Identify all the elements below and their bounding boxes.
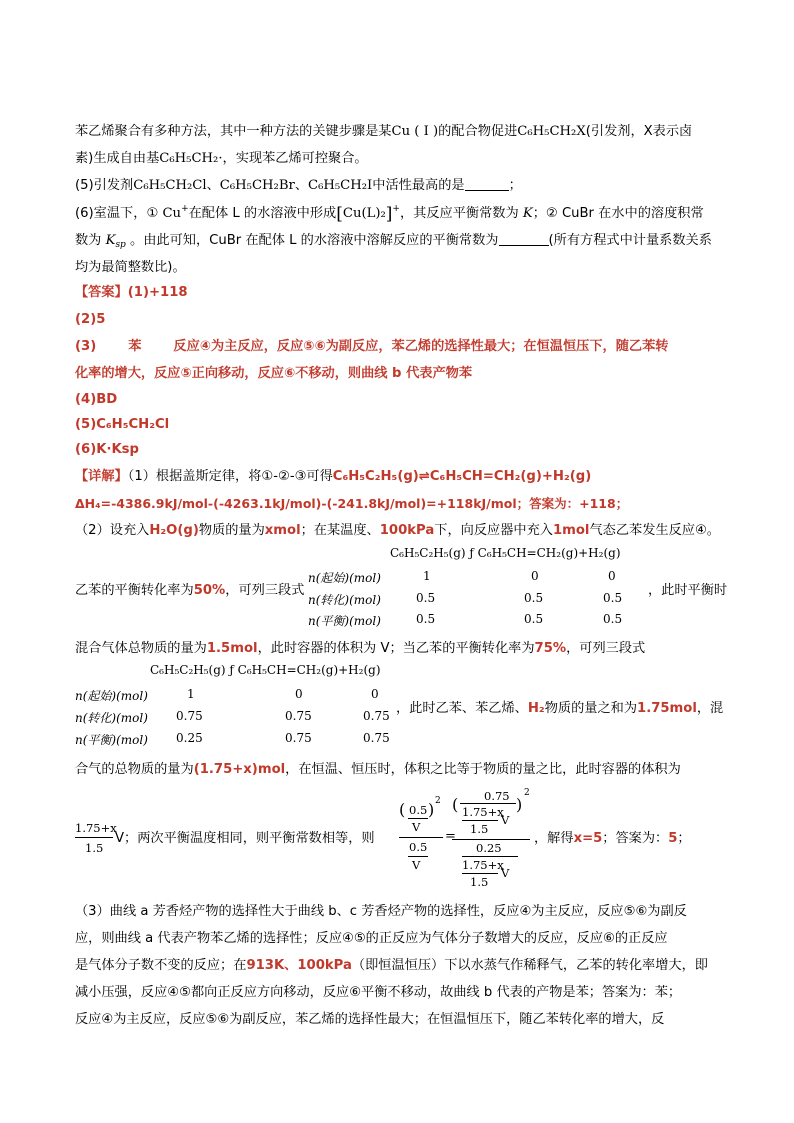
circle-1-icon: ① — [146, 206, 159, 221]
fraction-bar — [462, 873, 498, 874]
intro-line-1 — [75, 122, 692, 142]
question-6-line-3 — [75, 258, 186, 278]
cell: 0.5 — [416, 612, 436, 626]
three-stage-table-1 — [308, 546, 648, 626]
text: xmol — [264, 523, 301, 538]
answer-header: 【答案】 — [75, 285, 128, 300]
detail-part-2-line-3 — [75, 639, 645, 659]
right-v: V — [501, 813, 510, 827]
row-label: n(起始)(mol) — [75, 689, 148, 703]
text: 在配体 L 的水溶液中形成 — [188, 206, 337, 221]
text: 物质的量为 — [198, 523, 265, 538]
right-top-den-a: 1.75+x — [462, 805, 504, 819]
paren-close: ) — [516, 795, 523, 814]
text: ，在恒温、恒压时，体积之比等于物质的量之比，此时容器的体积为 — [285, 762, 681, 777]
fraction-bar-main — [452, 839, 530, 840]
text: (6)室温下， — [75, 206, 147, 221]
text: ；在某温度、 — [300, 523, 380, 538]
text: （2）设充入 — [75, 523, 150, 538]
text: H₂O(g) — [149, 523, 199, 538]
text: ，可列三段式 — [566, 641, 646, 656]
answer-blank[interactable] — [465, 176, 509, 191]
text: 应，则曲线 a 代表产物苯乙烯的选择性；反应④⑤的正反应为气体分子数增大的反应，反应⑥的正反应 — [75, 931, 668, 946]
right-top-num: 0.75 — [484, 789, 510, 803]
fraction-bar — [408, 856, 428, 857]
answer-3-line-2 — [75, 364, 472, 384]
cell: 0.5 — [603, 591, 623, 605]
table-header: C₆H₅C₂H₅(g) ƒ C₆H₅CH=CH₂(g)+H₂(g) — [150, 663, 381, 677]
text: 均为最简整数比)。 — [75, 260, 186, 275]
fraction-bar — [408, 818, 428, 819]
text: 合气的总物质的量为 — [75, 762, 194, 777]
cell: 0.5 — [416, 591, 436, 605]
cell: 0 — [371, 687, 379, 701]
text: ，其反应平衡常数为 — [399, 206, 519, 221]
formula-complex: [Cu(L)₂]+ — [336, 204, 400, 224]
text: 913K、100kPa — [246, 958, 352, 973]
text: 减小压强，反应④⑤都向正反应方向移动，反应⑥平衡不移动，故曲线 b 代表的产物是苯；答案为：苯； — [75, 985, 682, 1000]
right-v: V — [501, 866, 510, 880]
answer-3-word: 苯 — [128, 339, 142, 354]
fraction-bar — [462, 820, 498, 821]
text: 物质的量之和为 — [544, 701, 638, 716]
detail-part-2-line-1 — [75, 521, 720, 541]
answer-2-text: (2)5 — [75, 312, 106, 327]
left-den-den: V — [412, 858, 421, 872]
text: ； — [677, 831, 691, 846]
right-square: 2 — [524, 788, 530, 798]
three-stage-table-2 — [75, 663, 400, 745]
row-label: n(起始)(mol) — [308, 571, 381, 585]
detail-part-2-line-5 — [75, 760, 681, 780]
fraction-bar — [75, 837, 113, 838]
text: 数为 — [75, 233, 102, 248]
detail-part-2-line-4 — [396, 699, 723, 719]
fraction-bar — [460, 803, 516, 804]
cell: 0.5 — [603, 612, 623, 626]
text: 苯乙烯聚合有多种方法，其中一种方法的关键步骤是某 — [75, 124, 392, 139]
answer-5-text: (5)C₆H₅CH₂Cl — [75, 417, 170, 432]
paren-open: ( — [399, 800, 406, 819]
question-5 — [75, 176, 522, 196]
left-den-num: 0.5 — [409, 840, 428, 854]
text: （即恒温恒压）下以水蒸气作稀释气，乙苯的转化率增大，即 — [351, 958, 708, 973]
cell: 0.75 — [363, 709, 390, 723]
text: 中活性最高的是 — [372, 178, 465, 193]
right-bot-den-a: 1.75+x — [462, 858, 504, 872]
cell: 0.5 — [524, 612, 544, 626]
equals: = — [445, 829, 456, 844]
equation: C₆H₅C₂H₅(g)⇌C₆H₅CH=CH₂(g)+H₂(g) — [332, 469, 592, 484]
right-top-den-b: 1.5 — [470, 822, 489, 836]
text: 素)生成自由基 — [75, 151, 160, 166]
formula-cu-ion: Cu+ — [162, 204, 189, 221]
formula-text — [115, 829, 375, 849]
text: 混合气体总物质的量为 — [75, 641, 207, 656]
text: （1）根据盖斯定律，将①-②-③可得 — [127, 469, 333, 484]
answer-3-text-2: 化率的增大，反应⑤正向移动，反应⑥不移动，则曲线 b 代表产物苯 — [75, 366, 473, 381]
cell: 0 — [531, 569, 539, 583]
intro-line-2 — [75, 149, 368, 169]
cell: 0.75 — [285, 731, 312, 745]
row-label: n(平衡)(mol) — [308, 614, 381, 628]
symbol-ksp: $K_{sp}$ — [105, 233, 126, 250]
text: H₂ — [527, 701, 545, 716]
detail-part-3-line-1 — [75, 902, 687, 922]
answer-6-text: (6)K·Ksp — [75, 442, 139, 457]
answer-4 — [75, 390, 117, 410]
fraction-bar — [462, 856, 518, 857]
text: V；两次平衡温度相同，则平衡常数相等，则 — [115, 831, 375, 846]
cell: 0 — [608, 569, 616, 583]
right-bot-den-b: 1.5 — [470, 875, 489, 889]
text: 。由此可知，CuBr 在配体 L 的水溶液中溶解反应的平衡常数为 — [130, 233, 499, 248]
formula-cu: Cu ( Ⅰ ) — [391, 124, 439, 139]
answer-5 — [75, 415, 169, 435]
text: 乙苯的平衡转化率为 — [75, 583, 194, 598]
text: （3）曲线 a 芳香烃产物的选择性大于曲线 b、c 芳香烃产物的选择性，反应④为主反应，反应⑤⑥为副反 — [75, 904, 687, 919]
text: (所有方程式中计量系数关系 — [548, 233, 712, 248]
formula-tail — [534, 829, 691, 849]
text: ，此时容器的体积为 V；当乙苯的平衡转化率为 — [257, 641, 535, 656]
text: 的配合物促进 — [438, 124, 518, 139]
text: 反应④为主反应，反应⑤⑥为副反应，苯乙烯的选择性最大；在恒温恒压下，随乙苯转化率的增大，反 — [75, 1012, 665, 1027]
text: ，此时乙苯、苯乙烯、 — [396, 701, 528, 716]
answer-3-text: 反应④为主反应，反应⑤⑥为副反应，苯乙烯的选择性最大；在恒温恒压下，随乙苯转 — [173, 339, 669, 354]
cell: 0.25 — [176, 731, 203, 745]
text: 下，向反应器中充入 — [434, 523, 553, 538]
detail-part-3-line-4 — [75, 983, 681, 1003]
row-label: n(转化)(mol) — [75, 711, 148, 725]
text: ，可列三段式 — [225, 583, 305, 598]
cell: 0.5 — [524, 591, 544, 605]
complex-text: Cu(L)₂ — [342, 206, 386, 221]
text: 是气体分子数不变的反应；在 — [75, 958, 247, 973]
text: ； — [532, 206, 546, 221]
formula-initiator: C₆H₅CH₂X — [517, 124, 586, 139]
left-num-den: V — [412, 820, 421, 834]
text: (1.75+x)mol — [193, 762, 286, 777]
answer-1: (1)+118 — [127, 285, 188, 300]
left-square: 2 — [435, 796, 441, 806]
text: ，此时平衡时 — [648, 583, 728, 598]
text: (5)引发剂 — [75, 178, 134, 193]
text: ，混 — [696, 701, 724, 716]
detail-part-3-line-2 — [75, 929, 668, 949]
text: 1mol — [552, 523, 590, 538]
question-6-line-1 — [75, 204, 704, 224]
cell: 0.75 — [285, 709, 312, 723]
paren-open: ( — [452, 795, 459, 814]
text: ； — [508, 178, 522, 193]
answer-6 — [75, 440, 139, 460]
answer-3-line-1 — [75, 337, 668, 357]
text: 气态乙苯发生反应④。 — [589, 523, 720, 538]
text: x=5 — [573, 831, 603, 846]
answer-3-label: (3) — [75, 339, 97, 354]
symbol-k: K — [522, 206, 533, 221]
cell: 0 — [295, 687, 303, 701]
fraction-bar-main — [399, 837, 443, 838]
detail-part-3-line-3 — [75, 956, 708, 976]
text: 75% — [534, 641, 567, 656]
formula-list: C₆H₅CH₂Cl、C₆H₅CH₂Br、C₆H₅CH₂I — [133, 178, 373, 193]
text: 50% — [193, 583, 226, 598]
text: 100kPa — [379, 523, 435, 538]
delta-h-calc: ΔH₄=-4386.9kJ/mol-(-4263.1kJ/mol)-(-241.8kJ/mol)=+118kJ/mol；答案为：+118； — [75, 496, 629, 511]
table-header: C₆H₅C₂H₅(g) ƒ C₆H₅CH=CH₂(g)+H₂(g) — [390, 546, 621, 560]
vol-denominator: 1.5 — [85, 841, 104, 855]
cell: 0.75 — [176, 709, 203, 723]
detail-header: 【详解】 — [75, 469, 128, 484]
answer-4-text: (4)BD — [75, 392, 118, 407]
cell: 1 — [187, 687, 195, 701]
text: ，实现苯乙烯可控聚合。 — [222, 151, 368, 166]
vol-numerator: 1.75+x — [75, 821, 117, 835]
paren-close: ) — [428, 800, 435, 819]
answer-2 — [75, 310, 105, 330]
detail-part-2-line-2 — [75, 581, 304, 601]
answer-blank[interactable] — [499, 231, 549, 246]
text: 5 — [668, 831, 678, 846]
cell: 1 — [423, 569, 431, 583]
row-label: n(转化)(mol) — [308, 593, 381, 607]
detail-line-2 — [75, 494, 628, 514]
question-6-line-2 — [75, 231, 712, 251]
text: 1.5mol — [206, 641, 258, 656]
detail-line-1 — [75, 467, 591, 487]
text: CuBr 在水中的溶度积常 — [561, 206, 704, 221]
formula-radical: C₆H₅CH₂· — [159, 151, 223, 166]
text: ；答案为： — [602, 831, 669, 846]
right-bot-num: 0.25 — [476, 841, 502, 855]
detail-part-3-line-5 — [75, 1010, 664, 1030]
text: ，解得 — [534, 831, 574, 846]
circle-2-icon: ② — [545, 206, 558, 221]
cell: 0.75 — [363, 731, 390, 745]
detail-part-2-line-2-tail — [648, 581, 727, 601]
text: 1.75mol — [637, 701, 697, 716]
answer-header-line — [75, 283, 188, 303]
left-num-num: 0.5 — [409, 803, 428, 817]
text: (引发剂，X表示卤 — [585, 124, 693, 139]
row-label: n(平衡)(mol) — [75, 733, 148, 747]
